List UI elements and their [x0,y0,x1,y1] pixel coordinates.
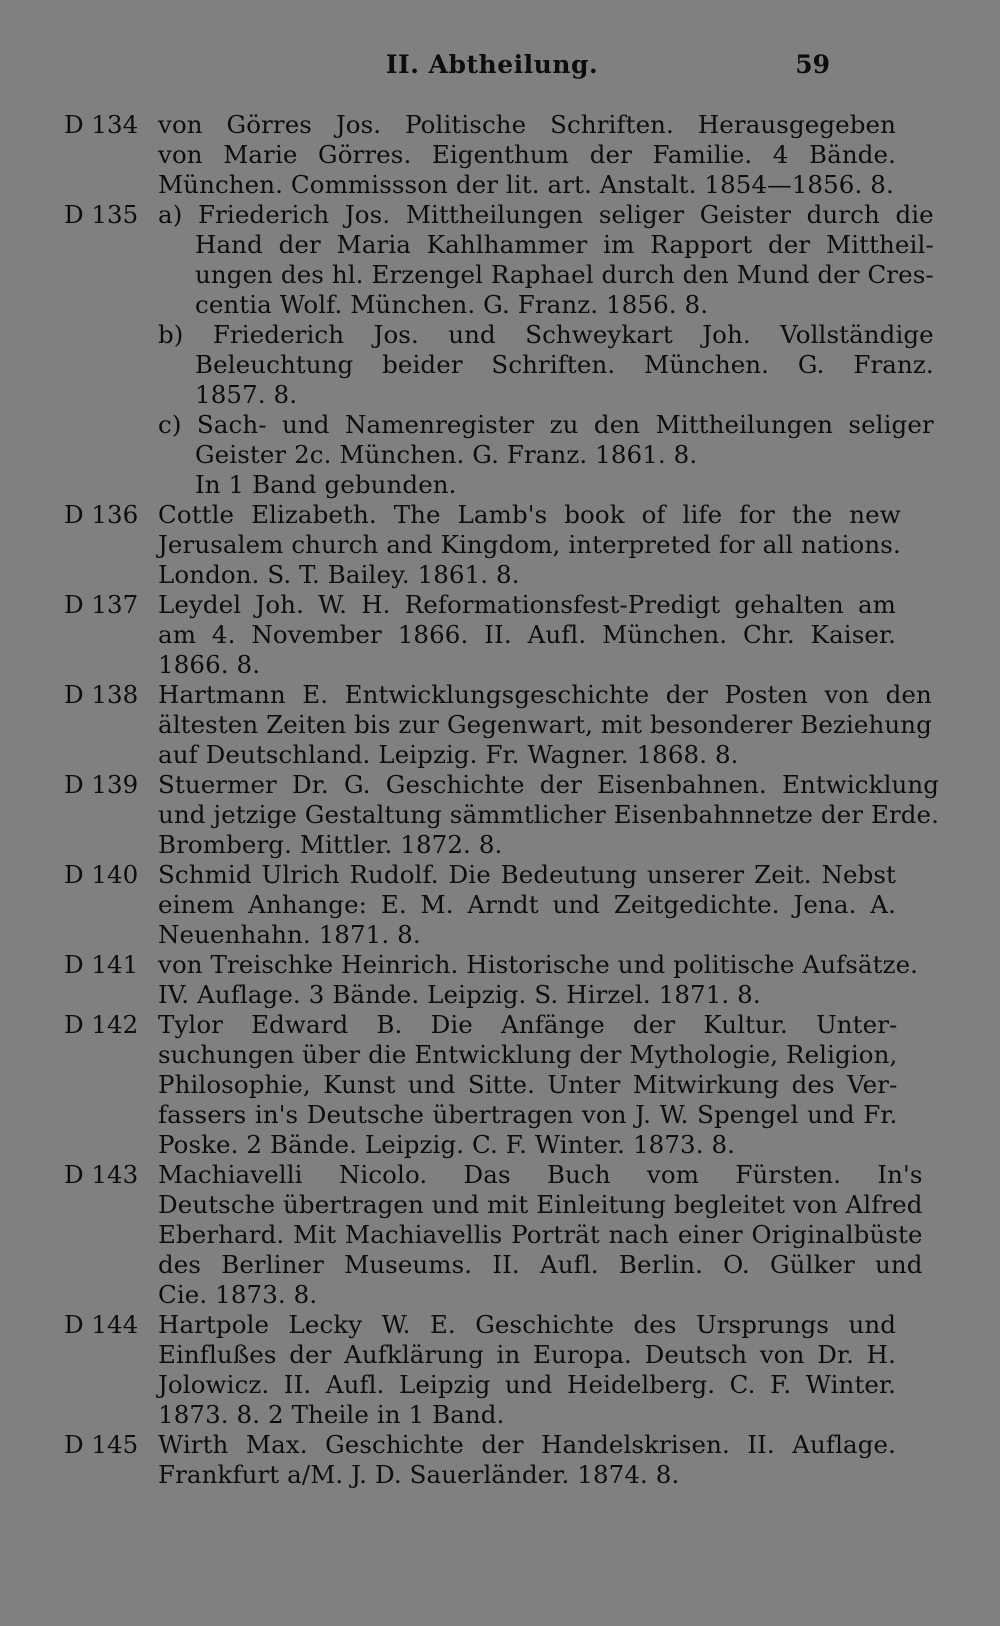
entry-line: Schmid Ulrich Rudolf. Die Bedeutung unserer Zeit. Nebst [158,860,896,889]
page-number: 59 [795,50,830,79]
entry-line: am 4. November 1866. II. Aufl. München. Chr. Kaiser. [158,620,896,649]
section-title: II. Abtheilung. [385,50,599,79]
catalog-entry [64,860,900,950]
entry-line: Beleuchtung beider Schriften. München. G. Franz. [195,350,934,379]
catalog-entry [64,110,900,200]
entry-line: einem Anhange: E. M. Arndt und Zeitgedichte. Jena. A. [158,890,896,919]
entry-id: D 144 [64,1310,139,1339]
entry-line: von Marie Görres. Eigenthum der Familie. 4 Bände. [158,140,896,169]
entry-line: auf Deutschland. Leipzig. Fr. Wagner. 1868. 8. [158,740,739,769]
entry-text [158,1430,900,1490]
entry-line: Wirth Max. Geschichte der Handelskrisen. II. Auflage. [158,1430,896,1459]
entry-line: Geister 2c. München. G. Franz. 1861. 8. [195,440,698,469]
entry-line: b) Friederich Jos. und Schweykart Joh. Vollständige [158,320,934,349]
entry-line: Deutsche übertragen und mit Einleitung begleitet von Alfred [158,1190,923,1219]
entry-line: London. S. T. Bailey. 1861. 8. [158,560,520,589]
entry-id: D 142 [64,1010,139,1039]
entry-text [158,770,943,860]
entry-line: Cie. 1873. 8. [158,1280,318,1309]
entry-line: Stuermer Dr. G. Geschichte der Eisenbahnen. Entwicklung [158,770,940,799]
entry-id: D 143 [64,1160,139,1189]
entry-id: D 138 [64,680,139,709]
entry-line: von Treischke Heinrich. Historische und politische Aufsätze. [158,950,919,979]
catalog-entries [64,110,940,1490]
entry-id: D 137 [64,590,139,619]
page-header [64,50,900,96]
entry-id: D 135 [64,200,139,229]
catalog-entry [64,590,900,680]
entry-text [158,860,900,950]
entry-line: Cottle Elizabeth. The Lamb's book of life for the new [158,500,901,529]
catalog-entry [64,1310,900,1430]
entry-id: D 141 [64,950,139,979]
catalog-entry [64,500,900,590]
entry-id: D 134 [64,110,139,139]
catalog-entry [64,1010,900,1160]
entry-line: 1866. 8. [158,650,261,679]
entry-id: D 140 [64,860,139,889]
entry-text [158,590,900,680]
entry-line: Einflußes der Aufklärung in Europa. Deutsch von Dr. H. [158,1340,896,1369]
catalog-entry [64,680,932,770]
entry-line: Philosophie, Kunst und Sitte. Unter Mitwirkung des Ver- [158,1070,898,1099]
catalog-entry [64,200,934,500]
entry-line: Tylor Edward B. Die Anfänge der Kultur. Unter- [158,1010,898,1039]
entry-line: Leydel Joh. W. H. Reformationsfest-Predigt gehalten am [158,590,896,619]
entry-line: fassers in's Deutsche übertragen von J. W. Spengel und Fr. [158,1100,898,1129]
entry-line: des Berliner Museums. II. Aufl. Berlin. O. Gülker und [158,1250,923,1279]
entry-line: Hand der Maria Kahlhammer im Rapport der Mittheil- [195,230,934,259]
entry-line: Jolowicz. II. Aufl. Leipzig und Heidelberg. C. F. Winter. [158,1370,896,1399]
entry-line: Poske. 2 Bände. Leipzig. C. F. Winter. 1873. 8. [158,1130,736,1159]
entry-line: von Görres Jos. Politische Schriften. Herausgegeben [158,110,896,139]
entry-line: In 1 Band gebunden. [195,470,457,499]
entry-id: D 136 [64,500,139,529]
entry-line: centia Wolf. München. G. Franz. 1856. 8. [195,290,709,319]
catalog-entry [64,950,919,1010]
entry-line: c) Sach- und Namenregister zu den Mittheilungen seliger [158,410,934,439]
entry-text [158,950,922,1010]
entry-line: Machiavelli Nicolo. Das Buch vom Fürsten. In's [158,1160,923,1189]
entry-line: a) Friederich Jos. Mittheilungen seliger Geister durch die [158,200,934,229]
entry-id: D 145 [64,1430,139,1459]
entry-id: D 139 [64,770,139,799]
entry-text [158,1160,927,1310]
entry-text [158,200,938,500]
entry-line: Eberhard. Mit Machiavellis Porträt nach einer Originalbüste [158,1220,923,1249]
catalog-entry [64,1160,923,1310]
entry-line: Neuenhahn. 1871. 8. [158,920,421,949]
entry-line: München. Commissson der lit. art. Anstalt. 1854—1856. 8. [158,170,894,199]
entry-line: Jerusalem church and Kingdom, interpreted for all nations. [158,530,901,559]
catalog-entry [64,770,940,860]
entry-line: Frankfurt a/M. J. D. Sauerländer. 1874. 8. [158,1460,680,1489]
entry-line: Hartpole Lecky W. E. Geschichte des Ursprungs und [158,1310,896,1339]
entry-line: Bromberg. Mittler. 1872. 8. [158,830,503,859]
entry-line: und jetzige Gestaltung sämmtlicher Eisenbahnnetze der Erde. [158,800,940,829]
entry-line: 1873. 8. 2 Theile in 1 Band. [158,1400,505,1429]
entry-line: Hartmann E. Entwicklungsgeschichte der Posten von den [158,680,932,709]
entry-text [158,1010,901,1160]
entry-text [158,110,900,200]
entry-line: ältesten Zeiten bis zur Gegenwart, mit besonderer Beziehung [158,710,932,739]
entry-line: IV. Auflage. 3 Bände. Leipzig. S. Hirzel. 1871. 8. [158,980,761,1009]
entry-line: ungen des hl. Erzengel Raphael durch den Mund der Cres- [195,260,934,289]
entry-text [158,500,905,590]
entry-text [158,680,936,770]
entry-text [158,1310,900,1430]
entry-line: suchungen über die Entwicklung der Mythologie, Religion, [158,1040,898,1069]
catalog-entry [64,1430,900,1490]
entry-line: 1857. 8. [195,380,298,409]
